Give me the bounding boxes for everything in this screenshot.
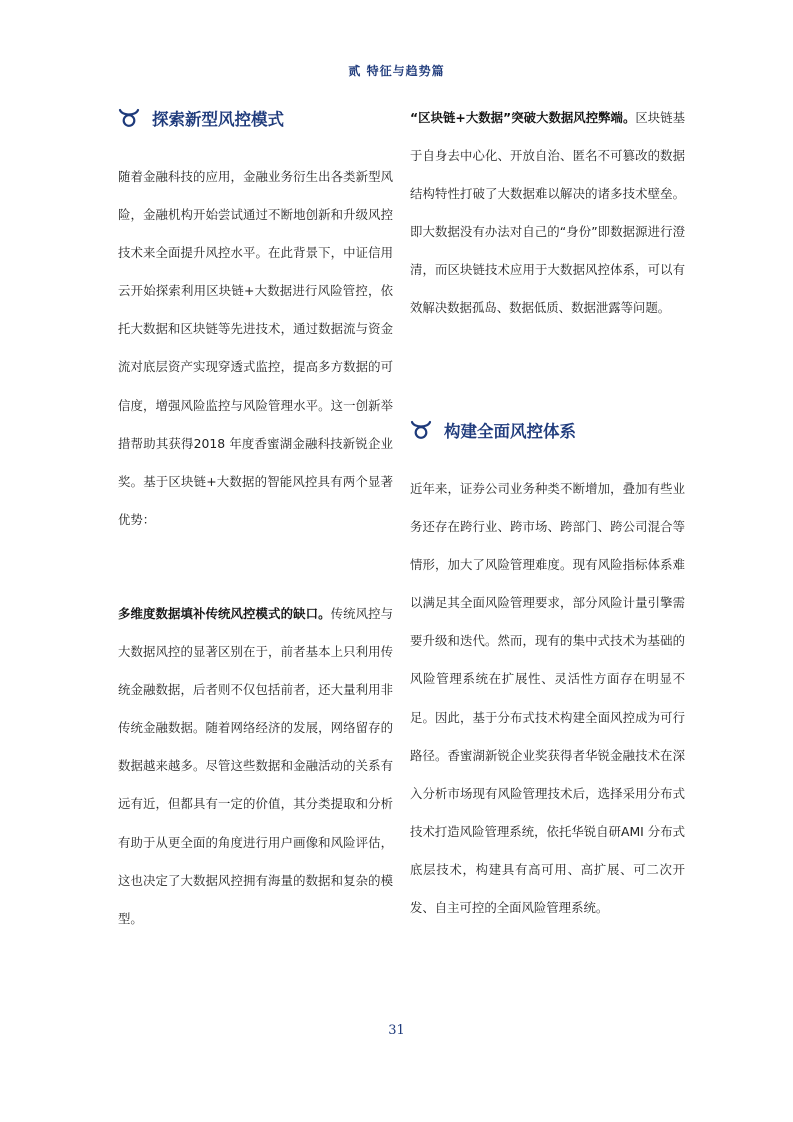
advantage-one-lead: 多维度数据填补传统风控模式的缺口。: [118, 606, 331, 621]
taurus-icon: [410, 420, 432, 440]
advantage-one-body: 传统风控与大数据风控的显著区别在于，前者基本上只利用传统金融数据，后者则不仅包括前者，还大量利用非传统金融数据。随着网络经济的发展，网络留存的数据越来越多。尽管这些数据和金融活动的关系有远有近，但都具有一定的价值，其分类提取和分析有助于从更全面的角度进行用户画像和风险评估，这也决定了大数据风控拥有海量的数据和复杂的模型。: [118, 606, 394, 926]
intro-paragraph: 随着金融科技的应用，金融业务衍生出各类新型风险，金融机构开始尝试通过不断地创新和升级风控技术来全面提升风控水平。在此背景下，中证信用云开始探索利用区块链+大数据进行风险管控，依托大数据和区块链等先进技术，通过数据流与资金流对底层资产实现穿透式监控，提高多方数据的可信度，增强风险监控与风险管理水平。这一创新举措帮助其获得2018 年度香蜜湖金融科技新锐企业奖。基于区块链+大数据的智能风控具有两个显著优势：: [118, 169, 393, 527]
taurus-icon: [118, 108, 140, 128]
section-title: 构建全面风控体系: [444, 422, 576, 441]
section-heading-new-risk-model: [118, 106, 284, 130]
advantage-two-lead: “区块链+大数据”突破大数据风控弊端。: [410, 110, 636, 125]
advantage-one-paragraph: [118, 595, 393, 938]
section-heading-comprehensive-risk-system: [410, 418, 576, 442]
page-number: 31: [388, 1023, 405, 1038]
system-paragraph: 近年来，证券公司业务种类不断增加，叠加有些业务还存在跨行业、跨市场、跨部门、跨公司混合等情形，加大了风险管理难度。现有风险指标体系难以满足其全面风险管理要求，部分风险计量引擎需要升级和迭代。然而，现有的集中式技术为基础的风险管理系统在扩展性、灵活性方面存在明显不足。因此，基于分布式技术构建全面风控成为可行路径。香蜜湖新锐企业奖获得者华锐金融技术在深入分析市场现有风险管理技术后，选择采用分布式技术打造风险管理系统，依托华锐自研AMI 分布式底层技术，构建具有高可用、高扩展、可二次开发、自主可控的全面风险管理系统。: [410, 481, 685, 916]
advantage-two-body: 区块链基于自身去中心化、开放自治、匿名不可篡改的数据结构特性打破了大数据难以解决的诸多技术壁垒。即大数据没有办法对自己的“身份”即数据源进行澄清，而区块链技术应用于大数据风控体系，可以有效解决数据孤岛、数据低质、数据泄露等问题。: [410, 110, 686, 316]
advantage-two-paragraph: [410, 99, 685, 328]
running-header: 贰 特征与趋势篇: [348, 64, 445, 78]
section-title: 探索新型风控模式: [152, 110, 284, 129]
